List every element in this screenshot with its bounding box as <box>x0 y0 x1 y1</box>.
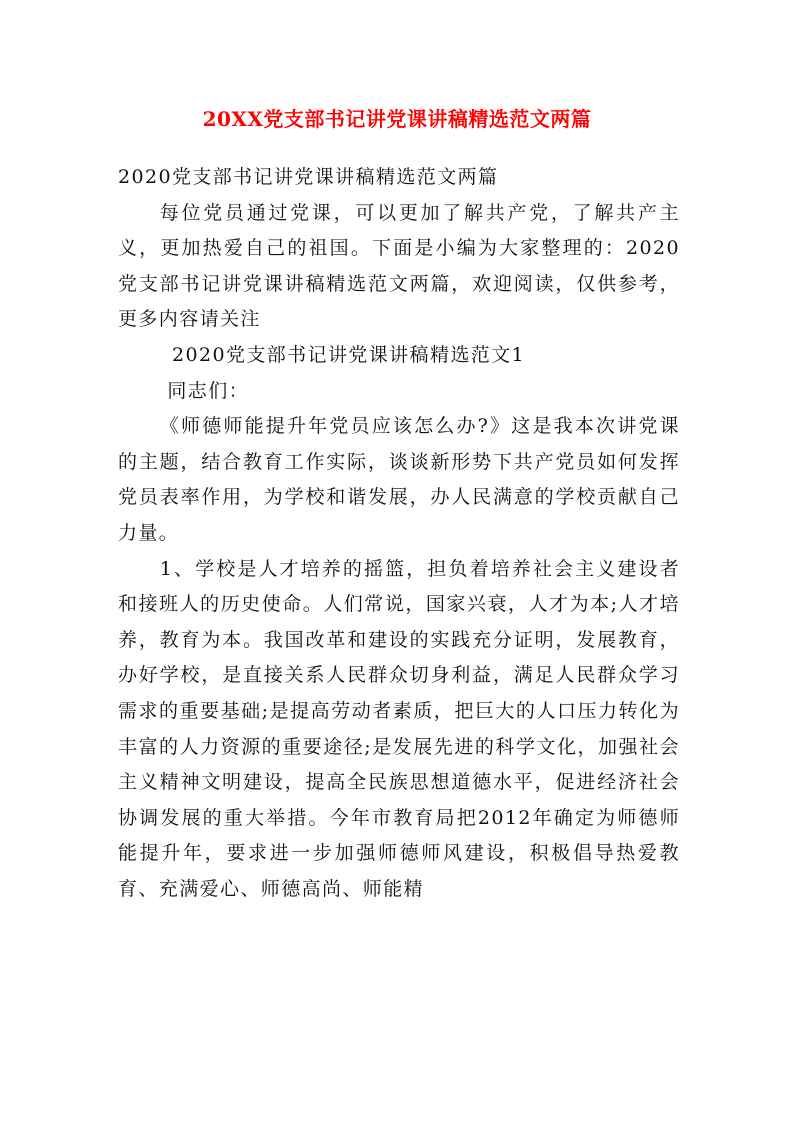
document-body <box>118 160 680 907</box>
salutation: 同志们： <box>167 379 249 402</box>
body-paragraph: 1、学校是人才培养的摇篮，担负着培养社会主义建设者和接班人的历史使命。人们常说，国家兴衰，人才为本;人才培养，教育为本。我国改革和建设的实践充分证明，发展教育，办好学校，是直接关系人民群众切身利益，满足人民群众学习需求的重要基础;是提高劳动者素质，把巨大的人口压力转化为丰富的人力资源的重要途径;是发展先进的科学文化，加强社会主义精神文明建设，提高全民族思想道德水平，促进经济社会协调发展的重大举措。今年市教育局把2012年确定为师德师能提升年，要求进一步加强师德师风建设，积极倡导热爱教育、充满爱心、师德高尚、师能精 <box>118 557 680 900</box>
section-heading: 2020党支部书记讲党课讲稿精选范文1 <box>172 343 526 366</box>
intro-paragraph: 每位党员通过党课，可以更加了解共产党，了解共产主义，更加热爱自己的祖国。下面是小编为大家整理的：2020党支部书记讲党课讲稿精选范文两篇，欢迎阅读，仅供参考，更多内容请关注 <box>118 201 680 331</box>
document-title: 20XX党支部书记讲党课讲稿精选范文两篇 <box>202 107 592 131</box>
document-subtitle: 2020党支部书记讲党课讲稿精选范文两篇 <box>118 166 499 188</box>
body-paragraph: 《师德师能提升年党员应该怎么办?》这是我本次讲党课的主题，结合教育工作实际，谈谈新形势下共产党员如何发挥党员表率作用，为学校和谐发展，办人民满意的学校贡献自己力量。 <box>118 415 680 544</box>
